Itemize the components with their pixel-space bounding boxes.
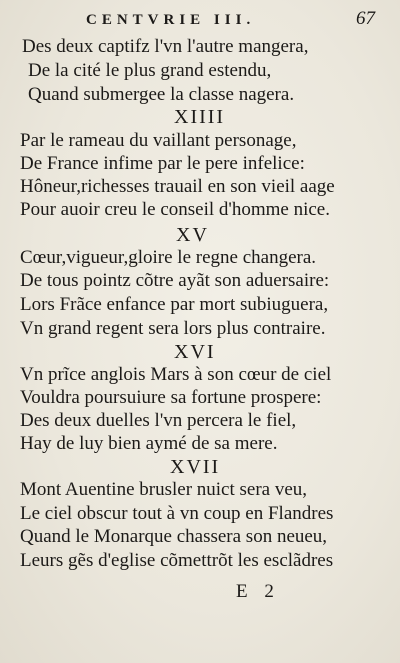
verse-line: Pour auoir creu le conseil d'homme nice. xyxy=(20,199,330,220)
quatrain-number: XIIII xyxy=(174,106,226,128)
verse-line: Mont Auentine brusler nuict sera veu, xyxy=(20,479,308,500)
running-title: CENTVRIE III. xyxy=(86,12,256,28)
quatrain-number: XVI xyxy=(174,341,216,363)
quatrain-number: XV xyxy=(176,224,209,246)
verse-line: Vn prĩce anglois Mars à son cœur de ciel xyxy=(20,364,332,385)
verse-line: De France infime par le pere infelice: xyxy=(20,153,305,174)
signature-mark: E 2 xyxy=(236,581,280,602)
verse-line: Par le rameau du vaillant personage, xyxy=(20,130,297,151)
verse-line: Quand submergee la classe nagera. xyxy=(28,84,295,105)
verse-line: Vn grand regent sera lors plus contraire. xyxy=(20,318,326,339)
verse-line: Vouldra poursuiure sa fortune prospere: xyxy=(20,387,322,408)
verse-line: Lors Frãce enfance par mort subiuguera, xyxy=(20,294,329,315)
page-header xyxy=(0,6,400,34)
verse-line: Cœur,vigueur,gloire le regne changera. xyxy=(20,247,317,268)
verse-line: Des deux captifz l'vn l'autre mangera, xyxy=(22,36,309,57)
verse-line: Hay de luy bien aymé de sa mere. xyxy=(20,433,278,454)
verse-line: Leurs gẽs d'eglise cõmettrõt les esclãdres xyxy=(20,550,334,571)
verse-line: Le ciel obscur tout à vn coup en Flandres xyxy=(20,503,334,524)
verse-line: Hôneur,richesses trauail en son vieil aage xyxy=(20,176,335,197)
verse-line: Des deux duelles l'vn percera le fiel, xyxy=(20,410,297,431)
quatrain-number: XVII xyxy=(170,456,221,478)
verse-line: De la cité le plus grand estendu, xyxy=(28,60,272,81)
verse-line: De tous pointz cõtre ayãt son aduersaire: xyxy=(20,270,330,291)
verse-line: Quand le Monarque chassera son neueu, xyxy=(20,526,328,547)
page-number: 67 xyxy=(356,8,375,29)
